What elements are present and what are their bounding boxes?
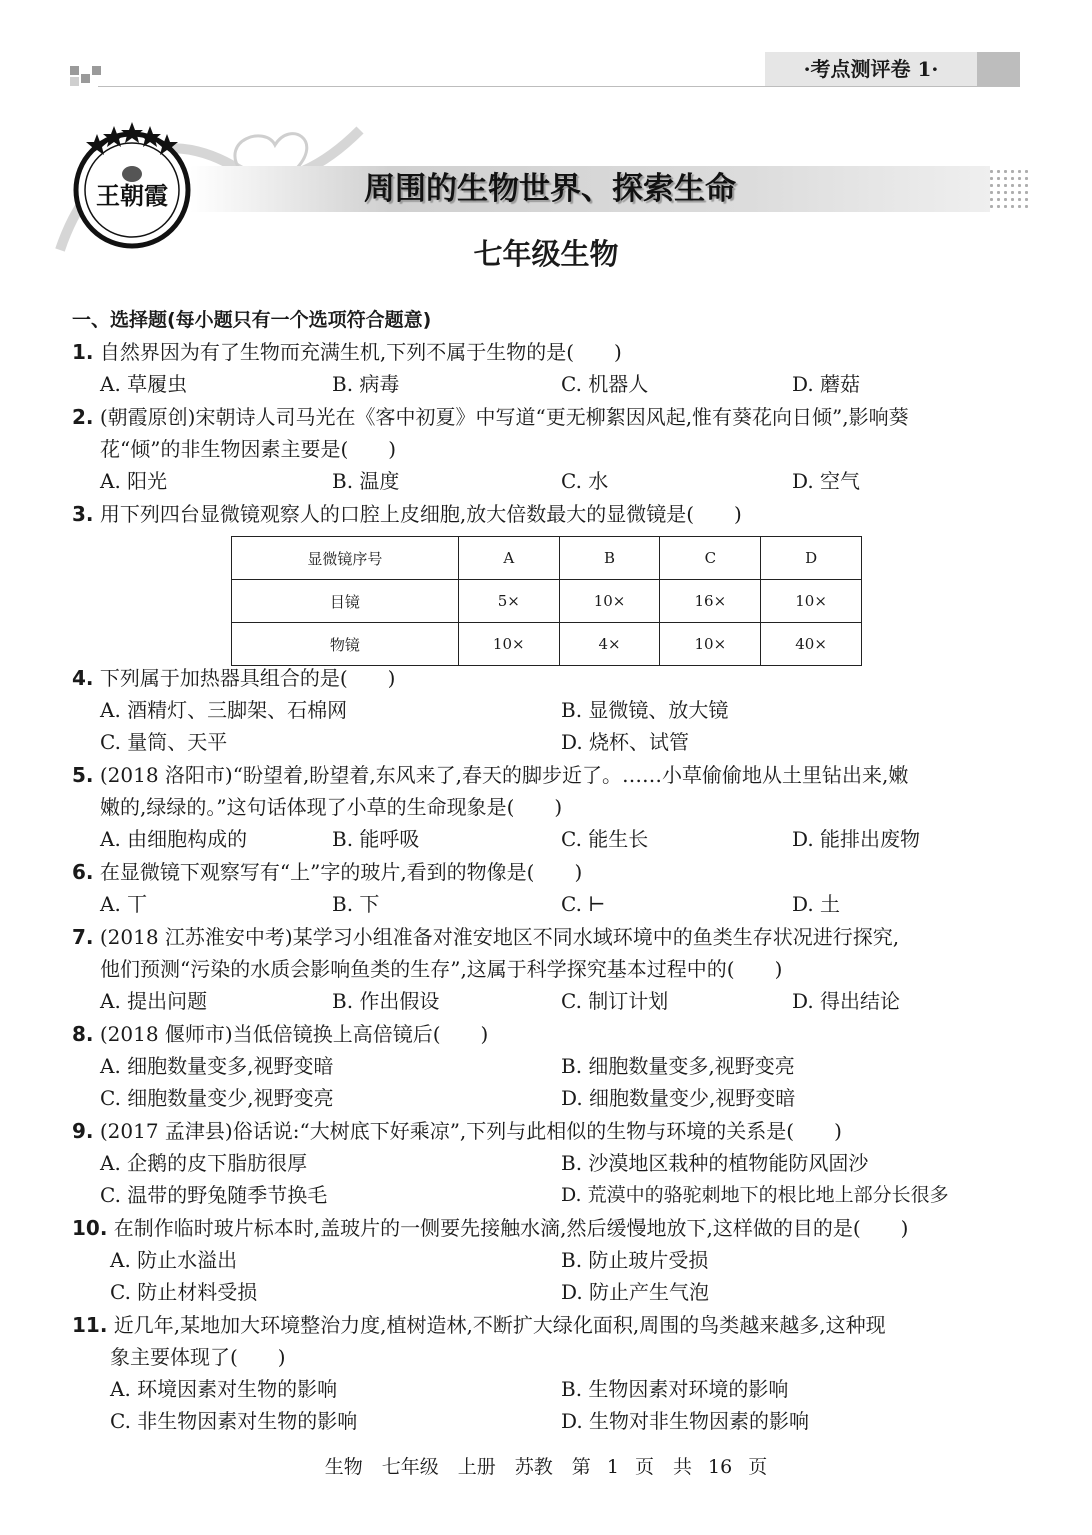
question-2-line-2: 花“倾”的非生物因素主要是( ) <box>100 437 397 461</box>
table-cell: 目镜 <box>232 580 459 623</box>
table-cell: 10× <box>761 580 862 623</box>
q8-option-c: C. 细胞数量变少,视野变亮 <box>100 1086 334 1110</box>
q7-option-c: C. 制订计划 <box>561 989 669 1013</box>
q1-option-d: D. 蘑菇 <box>792 372 861 396</box>
table-cell: 10× <box>660 623 761 666</box>
q9-option-c: C. 温带的野兔随季节换毛 <box>100 1183 328 1207</box>
q7-option-d: D. 得出结论 <box>792 989 901 1013</box>
q4-option-c: C. 量筒、天平 <box>100 730 228 754</box>
q10-option-b: B. 防止玻片受损 <box>561 1248 709 1272</box>
table-header-cell: D <box>761 537 862 580</box>
table-header-cell: 显微镜序号 <box>232 537 459 580</box>
q1-option-c: C. 机器人 <box>561 372 649 396</box>
q6-option-a: A. 丅 <box>100 892 148 916</box>
q9-option-d: D. 荒漠中的骆驼刺地下的根比地上部分长很多 <box>561 1184 949 1206</box>
question-8: 8. (2018 偃师市)当低倍镜换上高倍镜后( ) <box>72 1022 489 1046</box>
q5-option-a: A. 由细胞构成的 <box>100 827 248 851</box>
q1-option-b: B. 病毒 <box>332 372 400 396</box>
table-cell: 16× <box>660 580 761 623</box>
page-subtitle: 七年级生物 <box>473 237 619 271</box>
question-2: 2. (朝霞原创)宋朝诗人司马光在《客中初夏》中写道“更无柳絮因风起,惟有葵花向日倾”,影响葵 <box>72 405 909 429</box>
table-header-cell: C <box>660 537 761 580</box>
q2-option-d: D. 空气 <box>792 469 861 493</box>
table-cell: 5× <box>458 580 559 623</box>
q2-option-a: A. 阳光 <box>100 469 168 493</box>
page-footer: 生物 七年级 上册 苏教 第 1 页 共 16 页 <box>324 1456 768 1478</box>
q7-option-b: B. 作出假设 <box>332 989 440 1013</box>
q8-option-b: B. 细胞数量变多,视野变亮 <box>561 1054 795 1078</box>
q11-option-d: D. 生物对非生物因素的影响 <box>561 1409 810 1433</box>
q4-option-b: B. 显微镜、放大镜 <box>561 698 729 722</box>
question-10: 10. 在制作临时玻片标本时,盖玻片的一侧要先接触水滴,然后缓慢地放下,这样做的目的是( ) <box>72 1216 909 1240</box>
question-5: 5. (2018 洛阳市)“盼望着,盼望着,东风来了,春天的脚步近了。……小草偷偷地从土里钻出来,嫩 <box>72 763 909 787</box>
question-9: 9. (2017 孟津县)俗话说:“大树底下好乘凉”,下列与此相似的生物与环境的关系是( ) <box>72 1119 842 1143</box>
q1-option-a: A. 草履虫 <box>100 372 188 396</box>
table-cell: 40× <box>761 623 862 666</box>
table-row <box>232 623 862 666</box>
question-11: 11. 近几年,某地加大环境整治力度,植树造林,不断扩大绿化面积,周围的鸟类越来越多,这种现 <box>72 1313 886 1337</box>
table-cell: 4× <box>559 623 660 666</box>
q8-option-d: D. 细胞数量变少,视野变暗 <box>561 1086 796 1110</box>
q5-option-d: D. 能排出废物 <box>792 827 921 851</box>
q11-option-c: C. 非生物因素对生物的影响 <box>110 1409 358 1433</box>
table-cell: 10× <box>458 623 559 666</box>
exam-tag: ·考点测评卷 1· <box>765 52 977 86</box>
question-6: 6. 在显微镜下观察写有“上”字的玻片,看到的物像是( ) <box>72 860 583 884</box>
q6-option-b: B. 下 <box>332 892 380 916</box>
q7-option-a: A. 提出问题 <box>100 989 208 1013</box>
question-7: 7. (2018 江苏淮安中考)某学习小组准备对淮安地区不同水域环境中的鱼类生存状况进行探究, <box>72 925 900 949</box>
q10-option-c: C. 防止材料受损 <box>110 1280 258 1304</box>
q10-option-d: D. 防止产生气泡 <box>561 1280 710 1304</box>
exam-tag-shade <box>977 52 1020 86</box>
q5-option-c: C. 能生长 <box>561 827 649 851</box>
header-rule <box>98 86 1020 87</box>
question-4: 4. 下列属于加热器具组合的是( ) <box>72 666 396 690</box>
logo-text: 王朝霞 <box>96 181 168 210</box>
q4-option-d: D. 烧杯、试管 <box>561 730 690 754</box>
page-title: 周围的生物世界、探索生命 <box>364 171 736 207</box>
question-11-line-2: 象主要体现了( ) <box>110 1345 286 1369</box>
q10-option-a: A. 防止水溢出 <box>110 1248 238 1272</box>
checker-decoration <box>988 168 1032 212</box>
q9-option-a: A. 企鹅的皮下脂肪很厚 <box>100 1151 308 1175</box>
microscope-table <box>231 536 862 666</box>
table-row <box>232 580 862 623</box>
q8-option-a: A. 细胞数量变多,视野变暗 <box>100 1054 334 1078</box>
q6-option-d: D. 土 <box>792 892 841 916</box>
brand-logo <box>62 112 202 252</box>
question-5-line-2: 嫩的,绿绿的。”这句话体现了小草的生命现象是( ) <box>100 795 563 819</box>
question-1: 1. 自然界因为有了生物而充满生机,下列不属于生物的是( ) <box>72 340 622 364</box>
q11-option-a: A. 环境因素对生物的影响 <box>110 1377 338 1401</box>
q11-option-b: B. 生物因素对环境的影响 <box>561 1377 789 1401</box>
question-3: 3. 用下列四台显微镜观察人的口腔上皮细胞,放大倍数最大的显微镜是( ) <box>72 502 742 526</box>
q6-option-c: C. ⊢ <box>561 892 606 916</box>
table-header-cell: A <box>458 537 559 580</box>
q9-option-b: B. 沙漠地区栽种的植物能防风固沙 <box>561 1151 869 1175</box>
table-cell: 物镜 <box>232 623 459 666</box>
q5-option-b: B. 能呼吸 <box>332 827 420 851</box>
table-header-cell: B <box>559 537 660 580</box>
q4-option-a: A. 酒精灯、三脚架、石棉网 <box>100 698 348 722</box>
section-title: 一、选择题(每小题只有一个选项符合题意) <box>72 309 432 331</box>
table-row <box>232 537 862 580</box>
table-cell: 10× <box>559 580 660 623</box>
q2-option-b: B. 温度 <box>332 469 400 493</box>
question-7-line-2: 他们预测“污染的水质会影响鱼类的生存”,这属于科学探究基本过程中的( ) <box>100 957 783 981</box>
q2-option-c: C. 水 <box>561 469 609 493</box>
